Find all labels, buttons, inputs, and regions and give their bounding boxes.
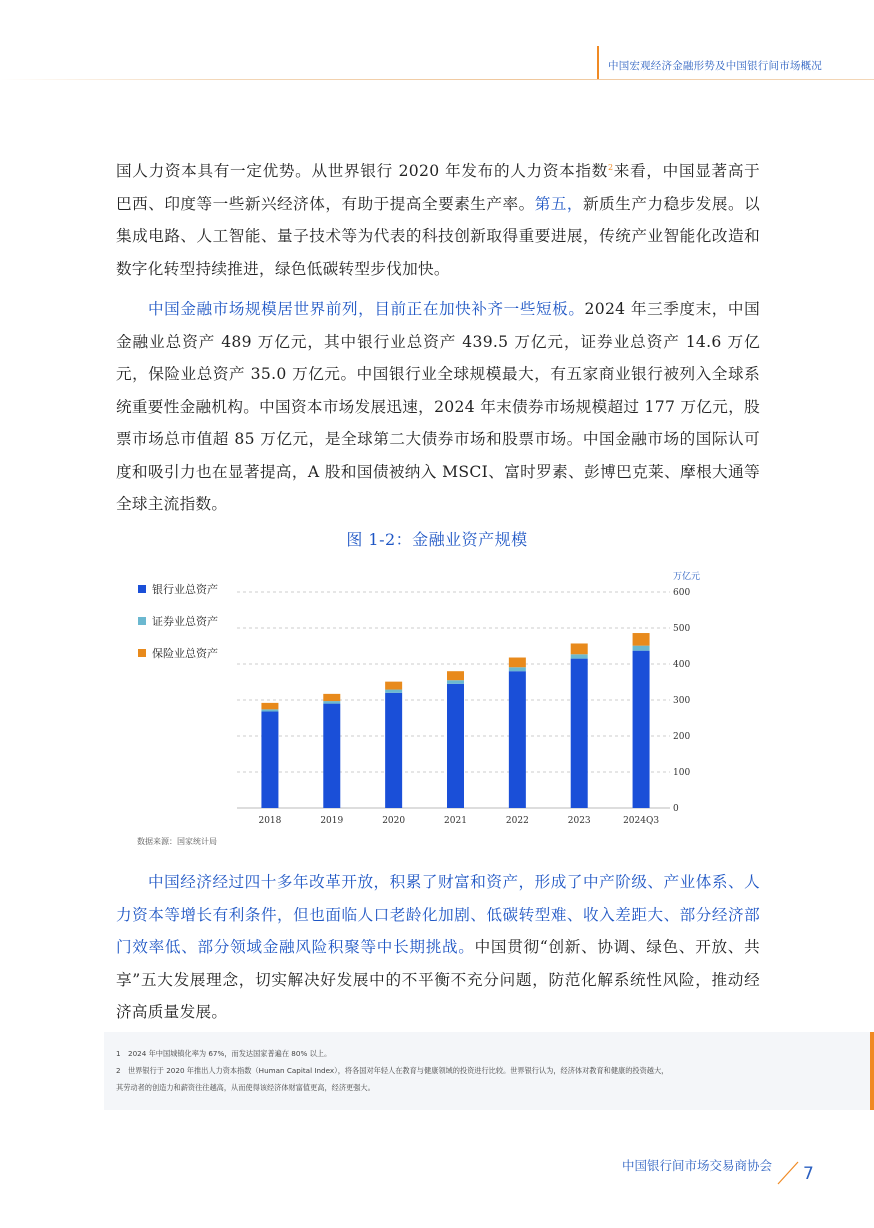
paragraph-3-highlight: 中国经济经过四十多年改革开放，积累了财富和资产，形成了中产阶级、产业体系、人力资本等增长有利条件，但也面临人口老龄化加剧、低碳转型难、收入差距大、部分经济部门效率低、部分领域金融风险积聚等中长期挑战。: [116, 873, 760, 956]
bar-bank: [633, 651, 650, 808]
x-tick-label: 2020: [382, 816, 406, 826]
bar-bank: [571, 659, 588, 808]
y-tick-label: 600: [673, 588, 691, 598]
footnote-1-text: 2024 年中国城镇化率为 67%，而发达国家普遍在 80% 以上。: [128, 1049, 332, 1058]
bar-bank: [261, 712, 278, 808]
bar-bank: [385, 693, 402, 808]
paragraph-1-text-a: 国人力资本具有一定优势。从世界银行 2020 年发布的人力资本指数: [116, 162, 609, 180]
footer-slash-icon: [776, 1160, 800, 1186]
bar-securities: [385, 690, 402, 693]
paragraph-3-text: 中国贯彻“创新、协调、绿色、开放、共享”五大发展理念，切实解决好发展中的不平衡不充分问题，防范化解系统性风险，推动经济高质量发展。: [116, 938, 760, 1021]
bar-securities: [261, 709, 278, 711]
paragraph-1-highlight: 第五，: [534, 194, 584, 213]
paragraph-1-text-b: 来看，中国显著高于巴西、印度等一些新兴经济体，有助于提高全要素生产率。: [116, 162, 761, 213]
legend-label: 保险业总资产: [152, 647, 218, 660]
bar-insurance: [571, 643, 588, 654]
bar-securities: [571, 654, 588, 658]
footnotes-accent-bar: [870, 1032, 874, 1110]
paragraph-1-text-c: 新质生产力稳步发展。以集成电路、人工智能、量子技术等为代表的科技创新取得重要进展，传统产业智能化改造和数字化转型持续推进，绿色低碳转型步伐加快。: [116, 194, 760, 278]
footnote-2: [116, 1064, 756, 1078]
bar-insurance: [633, 633, 650, 646]
footnote-2-text: 世界银行于 2020 年推出人力资本指数（Human Capital Index），将各国对年轻人在教育与健康领域的投资进行比较。世界银行认为，经济体对教育和健康的投资越大，: [128, 1066, 669, 1075]
legend-swatch: [138, 649, 146, 657]
y-tick-label: 100: [673, 768, 691, 778]
footnote-2-continued: [116, 1081, 756, 1095]
y-tick-label: 200: [673, 732, 691, 742]
bar-insurance: [447, 671, 464, 680]
bar-securities: [509, 667, 526, 671]
y-unit-label: 万亿元: [673, 572, 701, 582]
x-tick-label: 2023: [567, 816, 591, 826]
legend-label: 证券业总资产: [152, 615, 218, 628]
x-tick-label: 2021: [444, 816, 467, 826]
paragraph-2: [116, 293, 760, 521]
bar-securities: [633, 646, 650, 651]
paragraph-1: [116, 155, 760, 285]
bar-bank: [323, 704, 340, 808]
footnote-2-number: 2: [116, 1066, 121, 1075]
y-tick-label: 0: [673, 804, 679, 814]
header-divider: [0, 79, 874, 80]
x-tick-label: 2019: [320, 816, 344, 826]
footer-organization: 中国银行间市场交易商协会: [621, 1158, 772, 1173]
assets-bar-chart: [130, 565, 730, 835]
bar-bank: [447, 684, 464, 808]
chart-source: 数据来源：国家统计局: [137, 837, 217, 846]
bar-insurance: [261, 703, 278, 709]
y-tick-label: 400: [673, 660, 691, 670]
bar-bank: [509, 671, 526, 808]
paragraph-2-text: 2024 年三季度末，中国金融业总资产 489 万亿元，其中银行业总资产 439.5 万亿元，证券业总资产 14.6 万亿元，保险业总资产 35.0 万亿元。中国银行业全球规模最大，有五家商业银行被列入全球系统重要性金融机构。中国资本市场发展迅速，2024 年末债券市场规模超过 177 万亿元，股票市场总市值超 85 万亿元，是全球第二大债券市场和股票市场。中国金融市场的国际认可度和吸引力也在显著提高，A 股和国债被纳入 MSCI、富时罗素、彭博巴克莱、摩根大通等全球主流指数。: [116, 300, 760, 513]
legend-swatch: [138, 585, 146, 593]
bar-securities: [447, 680, 464, 684]
legend-label: 银行业总资产: [152, 583, 218, 596]
paragraph-3: [116, 866, 760, 1029]
footnote-2-continued-text: 其劳动者的创造力和薪资往往越高，从而使得该经济体财富值更高，经济更强大。: [116, 1083, 375, 1092]
y-tick-label: 500: [673, 624, 691, 634]
y-tick-label: 300: [673, 696, 691, 706]
x-tick-label: 2024Q3: [623, 816, 660, 826]
paragraph-2-highlight: 中国金融市场规模居世界前列，目前正在加快补齐一些短板。: [148, 300, 585, 318]
footnote-1-number: 1: [116, 1049, 121, 1058]
bar-securities: [323, 701, 340, 704]
page-header: [0, 0, 874, 80]
bar-insurance: [509, 658, 526, 668]
x-tick-label: 2022: [505, 816, 529, 826]
header-title: 中国宏观经济金融形势及中国银行间市场概况: [608, 60, 822, 72]
footnote-1: [116, 1047, 756, 1061]
x-tick-label: 2018: [258, 816, 282, 826]
header-accent-bar: [597, 46, 599, 80]
footnote-ref-2[interactable]: 2: [608, 162, 614, 172]
bar-insurance: [385, 682, 402, 690]
figure-title: 图 1-2：金融业资产规模: [346, 530, 528, 549]
legend-swatch: [138, 617, 146, 625]
bar-insurance: [323, 694, 340, 701]
page-number: 7: [803, 1164, 814, 1184]
